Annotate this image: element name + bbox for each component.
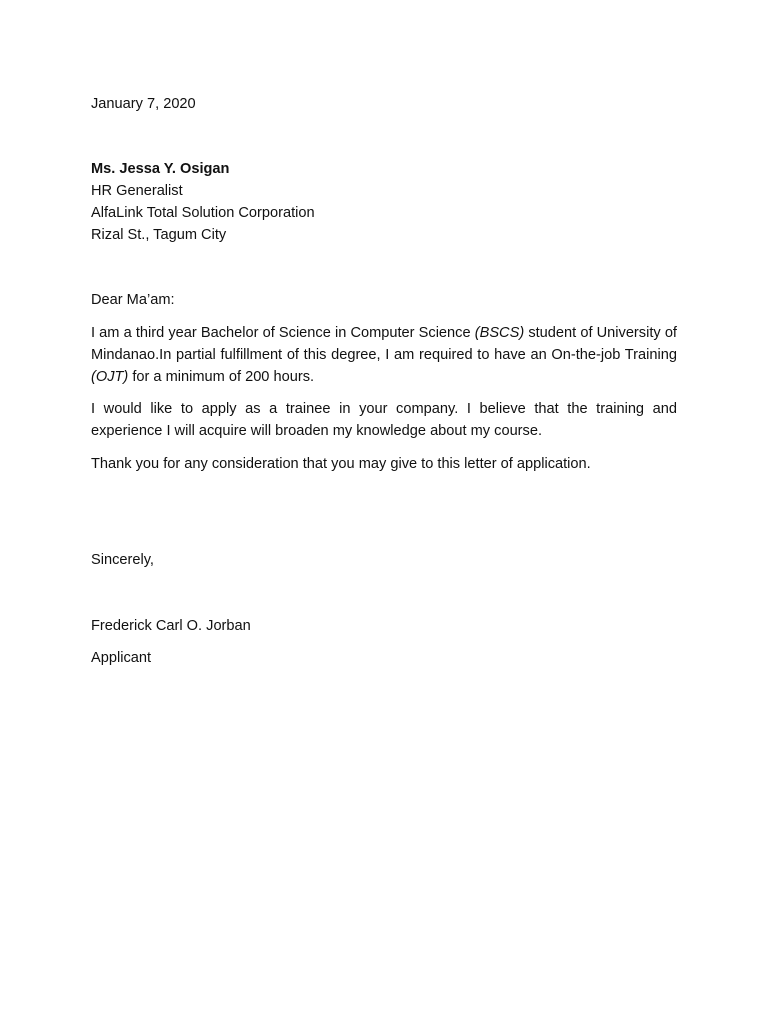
letter-date: January 7, 2020 (91, 96, 196, 112)
recipient-company: AlfaLink Total Solution Corporation (91, 205, 315, 221)
p1-abbr-ojt: (OJT) (91, 369, 129, 385)
p1-text-3: for a minimum of 200 hours. (128, 369, 315, 385)
signature-name: Frederick Carl O. Jorban (91, 618, 251, 634)
body-paragraph-2: I would like to apply as a trainee in your company. I believe that the training and experience I will acquire will broaden my knowledge about my course. (91, 401, 677, 439)
body-paragraph-1 (91, 322, 677, 388)
recipient-address: Rizal St., Tagum City (91, 227, 227, 243)
recipient-title: HR Generalist (91, 183, 183, 199)
recipient-name: Ms. Jessa Y. Osigan (91, 161, 230, 177)
p1-text-2: student of University of Mindanao.In partial fulfillment of this degree, I am required to have an On-the-job Training (91, 325, 677, 363)
p1-abbr-bscs: (BSCS) (474, 325, 525, 341)
salutation: Dear Ma’am: (91, 292, 175, 308)
body-paragraph-3: Thank you for any consideration that you may give to this letter of application. (91, 456, 591, 472)
closing: Sincerely, (91, 552, 154, 568)
signature-role: Applicant (91, 650, 152, 666)
p1-text-1: I am a third year Bachelor of Science in Computer Science (91, 325, 475, 341)
